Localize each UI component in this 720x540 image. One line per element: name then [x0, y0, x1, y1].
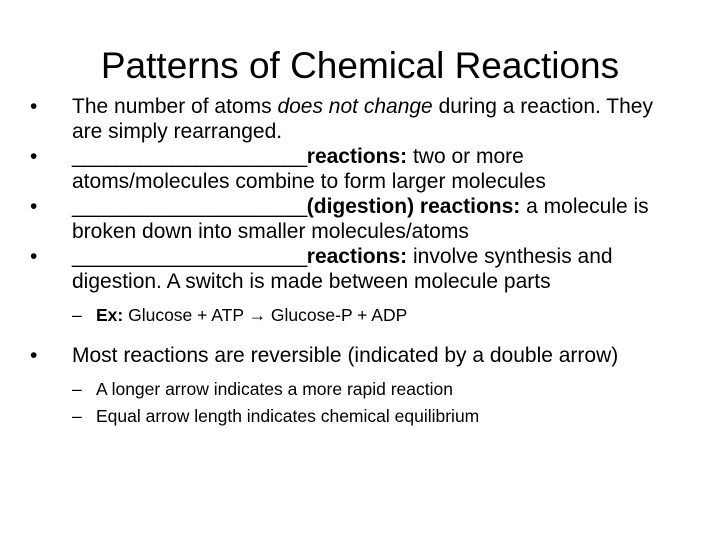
slide-title: Patterns of Chemical Reactions — [100, 45, 620, 86]
bullet-marker: • — [30, 95, 38, 118]
bullet-term: reactions: — [306, 145, 408, 168]
fill-in-blank: _____________________ — [72, 245, 307, 268]
bullet-definition: a molecule is broken down into smaller molecules/atoms — [72, 195, 649, 243]
bullet-exchange — [30, 244, 670, 294]
bullet-term: reactions: — [306, 245, 408, 268]
example-label: Ex: — [96, 305, 124, 325]
bullet-text-start: The number of atoms — [72, 95, 278, 118]
bullet-marker: • — [30, 245, 38, 268]
sub-bullet-text: Equal arrow length indicates chemical equilibrium — [96, 406, 480, 426]
sub-bullet-equilibrium — [30, 403, 670, 430]
slide-body — [30, 94, 670, 430]
bullet-reversible — [30, 343, 670, 368]
fill-in-blank: _____________________ — [72, 145, 307, 168]
bullet-term: (digestion) reactions: — [306, 195, 521, 218]
bullet-emphasis: does not change — [277, 95, 433, 118]
bullet-decomposition — [30, 194, 670, 244]
arrow-right-icon: → — [248, 305, 267, 325]
bullet-marker: • — [30, 195, 38, 218]
bullet-definition: two or more atoms/molecules combine to form larger molecules — [72, 145, 546, 193]
bullet-atoms-conserved — [30, 94, 670, 144]
bullet-marker: • — [30, 145, 38, 168]
bullet-text-end: during a reaction. They are simply rearranged. — [72, 95, 653, 143]
example-line — [30, 302, 670, 329]
bullet-definition: involve synthesis and digestion. A switch is made between molecule parts — [72, 245, 613, 293]
sub-bullet-marker: – — [72, 305, 82, 325]
sub-bullet-marker: – — [72, 379, 82, 399]
sub-bullet-text: A longer arrow indicates a more rapid reaction — [96, 379, 453, 399]
example-reactants: Glucose + ATP — [123, 305, 249, 325]
bullet-marker: • — [30, 344, 38, 367]
bullet-text: Most reactions are reversible (indicated by a double arrow) — [72, 344, 619, 367]
sub-bullet-rapid — [30, 376, 670, 403]
sub-bullet-marker: – — [72, 406, 82, 426]
bullet-synthesis — [30, 144, 670, 194]
fill-in-blank: _____________________ — [72, 195, 307, 218]
example-products: Glucose-P + ADP — [266, 305, 408, 325]
